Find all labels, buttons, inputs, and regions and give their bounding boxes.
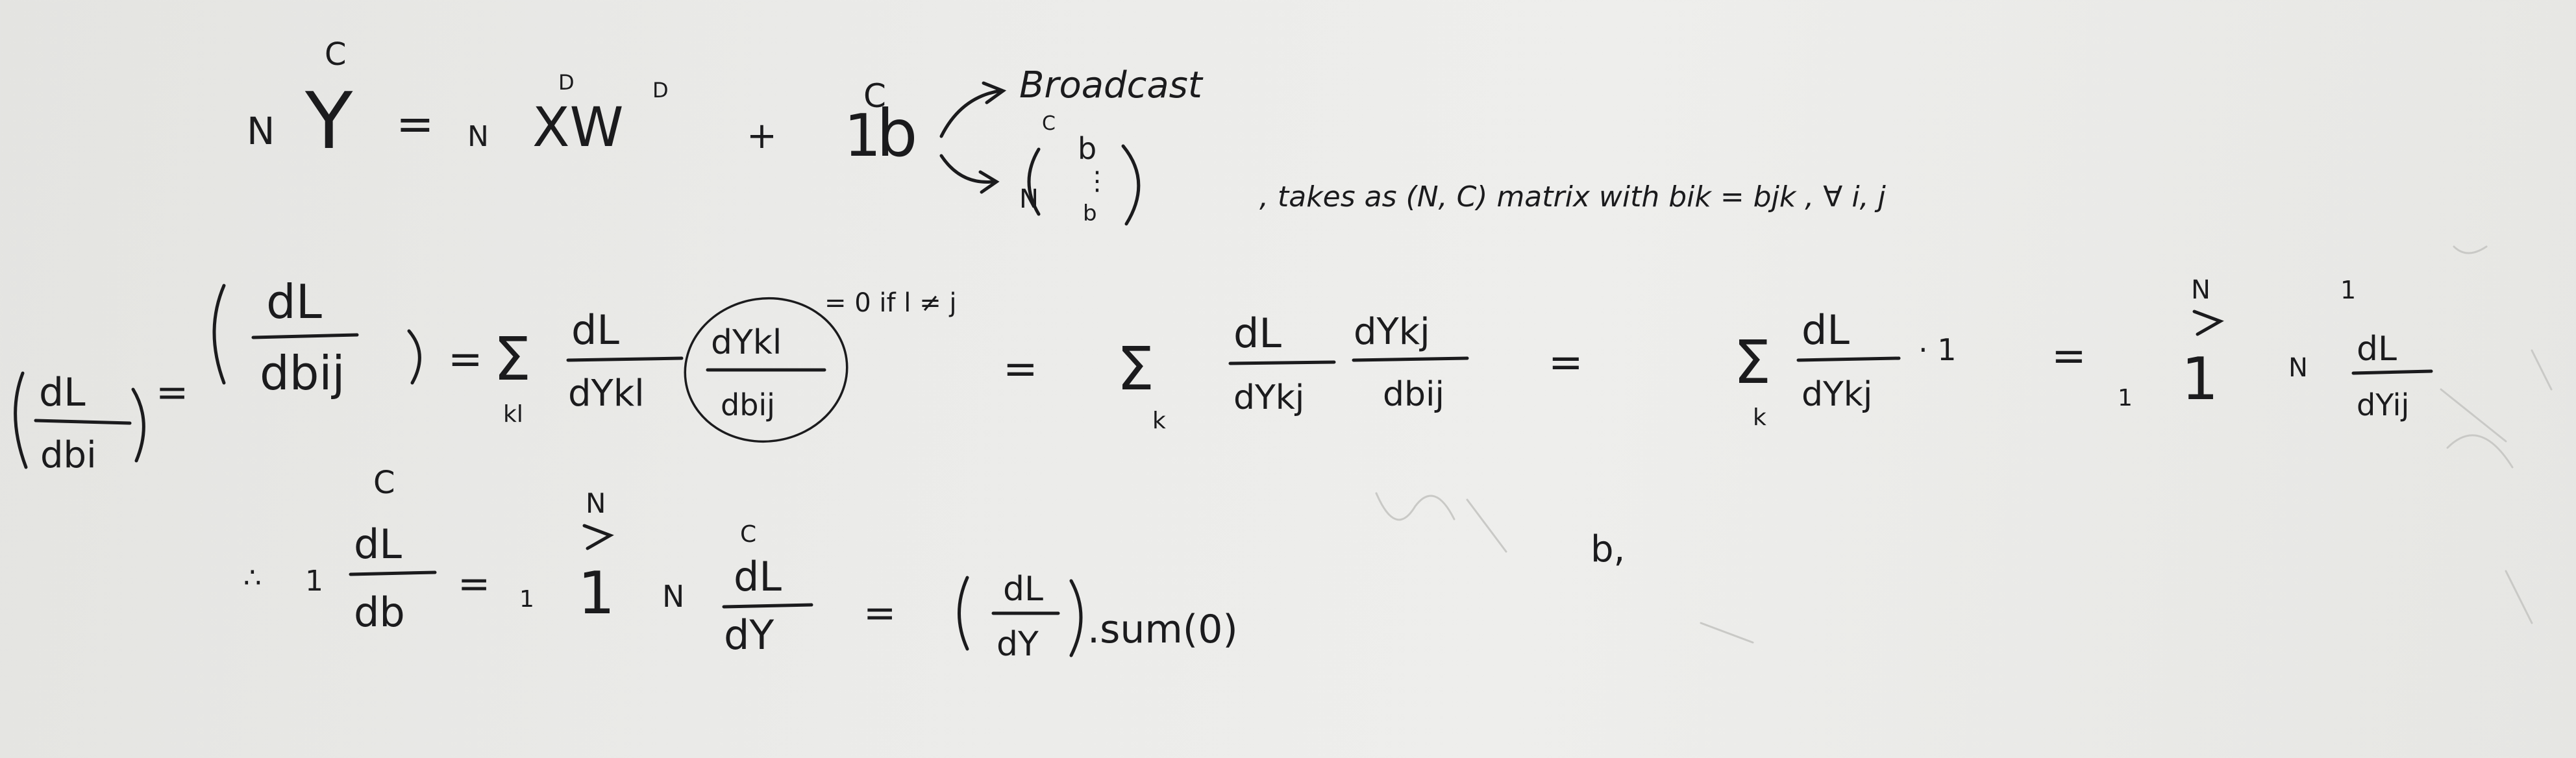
lhs-den: dbi [40,434,97,476]
lhs-num: dL [39,370,86,415]
frac3-den: dbij [1383,375,1444,414]
frac1-den: dYkl [568,373,645,415]
lhs-num: dL [354,520,402,568]
lhs-den: db [354,589,405,636]
frac-sup: C [740,521,757,548]
circled-note: = 0 if l ≠ j [824,288,957,318]
equation-line-1 [247,36,1887,226]
frac2-den: dYkj [1233,378,1305,417]
frac2-num: dL [1233,310,1282,357]
frac1-bar [568,358,682,360]
lhs-prefix: 1 [305,565,323,598]
circled-den: dbij [721,387,775,422]
stray-b: b, [1591,528,1626,570]
eq-4: = [2051,332,2087,380]
w-dim-d: D [652,78,669,103]
ones-transpose-mark [584,526,610,548]
frac1-num: dL [571,306,619,354]
eq-2: = [1003,345,1038,393]
result-den: dY [997,625,1039,664]
eq-2: = [863,591,897,636]
plus-sign: + [747,115,777,157]
ones-prefix: 1 [2118,385,2133,411]
frac5-den: dYij [2357,387,2410,422]
ones-dim-n: N [2288,353,2308,383]
dim-c-label: C [325,36,347,73]
column-b-top: b [1078,131,1097,166]
column-dim-c: C [1042,112,1056,135]
frac5-bar [2353,371,2431,373]
sum-3: Σ [1733,328,1772,397]
broadcast-description: , takes as (N, C) matrix with bik = bjk , ∀ i, j [1259,180,1886,214]
column-right-paren [1123,146,1139,224]
frac2-bar [1230,362,1334,363]
dim-n-label: N [247,109,275,153]
column-dim-n: N [1019,184,1039,214]
frac-num: dL [734,553,782,600]
therefore-sign: ∴ [243,561,262,594]
frac-den: dY [724,611,774,659]
broadcast-note: Broadcast [1019,64,1202,106]
eq-3: = [1548,339,1583,387]
lhs-left-paren [16,373,26,467]
input-xw: XW [532,95,624,159]
n-label: N [662,579,685,614]
circled-num: dYkl [711,323,782,362]
b-dim-c: C [863,77,886,115]
frac4-den: dYkj [1802,375,1873,414]
sum-1-sub: kl [503,401,523,428]
result-right-paren [1071,581,1081,655]
frac4-num: dL [1802,306,1850,354]
ones-vector: 1 [844,102,882,170]
paren-left [214,286,224,383]
equation-line-2 [16,275,2431,476]
eq-1: = [458,561,491,607]
sum-3-sub: k [1753,404,1766,431]
column-dots: ⋮ [1084,166,1110,196]
sum-1: Σ [493,324,532,394]
times-one: · 1 [1918,332,1957,367]
column-b-bottom: b [1083,201,1097,226]
result-suffix: .sum(0) [1087,607,1238,652]
ones-prefix: 1 [519,586,534,613]
sum-2-sub: k [1152,408,1166,434]
lhs-sup: C [373,465,395,501]
frac3-num: dYkj [1354,311,1430,353]
bias-b: b [876,95,918,171]
eq-1: = [448,336,483,384]
paren-right [409,331,419,383]
output-y: Y [305,77,353,167]
result-left-paren [960,578,968,649]
lhs-right-paren [133,389,143,461]
x-dim-d: D [558,70,575,95]
sum-2: Σ [1117,334,1155,404]
ones-sup: N [586,487,606,519]
paren-den: dbij [260,346,345,400]
paren-fraction-bar [253,335,357,337]
frac5-num: dL [2357,330,2397,369]
ones-sup: N [2191,275,2211,305]
eq-lhs: = [156,370,189,415]
ones-vector: 1 [2181,345,2219,413]
ones-vector: 1 [578,559,615,628]
lhs-fraction-bar [36,421,130,423]
frac-bar [724,605,811,607]
lhs-bar [351,572,435,574]
ones-transpose-mark [2194,312,2220,334]
equals-sign: = [396,97,434,151]
frac5-sup: 1 [2340,276,2357,304]
paper-bleed-marks [1376,247,2551,642]
x-dim-n: N [467,120,489,153]
frac3-bar [1354,358,1467,360]
paren-num: dL [266,275,322,329]
arrow-down-curve [941,156,993,182]
result-num: dL [1003,570,1043,609]
frac4-bar [1798,358,1899,360]
equation-line-3 [243,465,1625,664]
